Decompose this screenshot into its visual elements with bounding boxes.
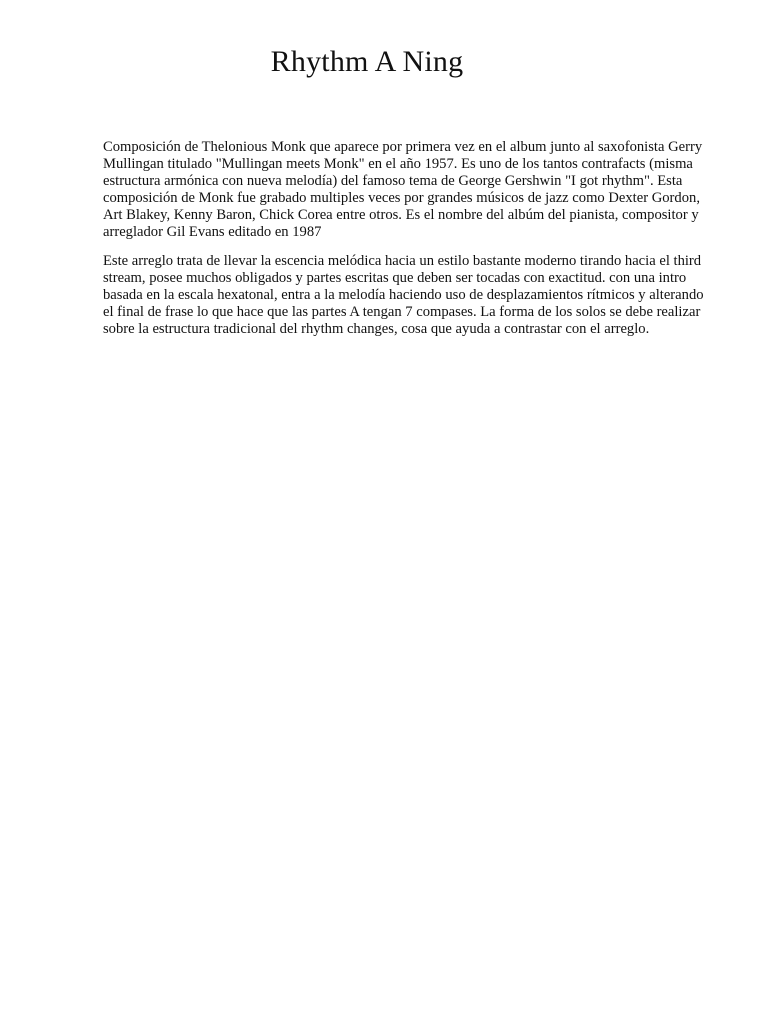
paragraph-history: Composición de Thelonious Monk que aparece por primera vez en el album junto al saxofonista Gerry Mullingan titulado "Mullingan meets Monk" en el año 1957. Es uno de los tantos contrafacts (misma estructura armónica con nueva melodía) del famoso tema de George Gershwin "I got rhythm". Esta composición de Monk fue grabado multiples veces por grandes músicos de jazz como Dexter Gordon, Art Blakey, Kenny Baron, Chick Corea entre otros. Es el nombre del albúm del pianista, compositor y arreglador Gil Evans editado en 1987 [103,139,703,240]
document-body [103,139,715,350]
document-title: Rhythm A Ning [270,45,464,78]
paragraph-arrangement: Este arreglo trata de llevar la escencia melódica hacia un estilo bastante moderno tirando hacia el third stream, posee muchos obligados y partes escritas que deben ser tocadas con exactitud. con una intro basada en la escala hexatonal, entra a la melodía haciendo uso de desplazamientos rítmicos y alterando el final de frase lo que hace que las partes A tengan 7 compases. La forma de los solos se debe realizar sobre la estructura tradicional del rhythm changes, cosa que ayuda a contrastar con el arreglo. [103,253,704,337]
